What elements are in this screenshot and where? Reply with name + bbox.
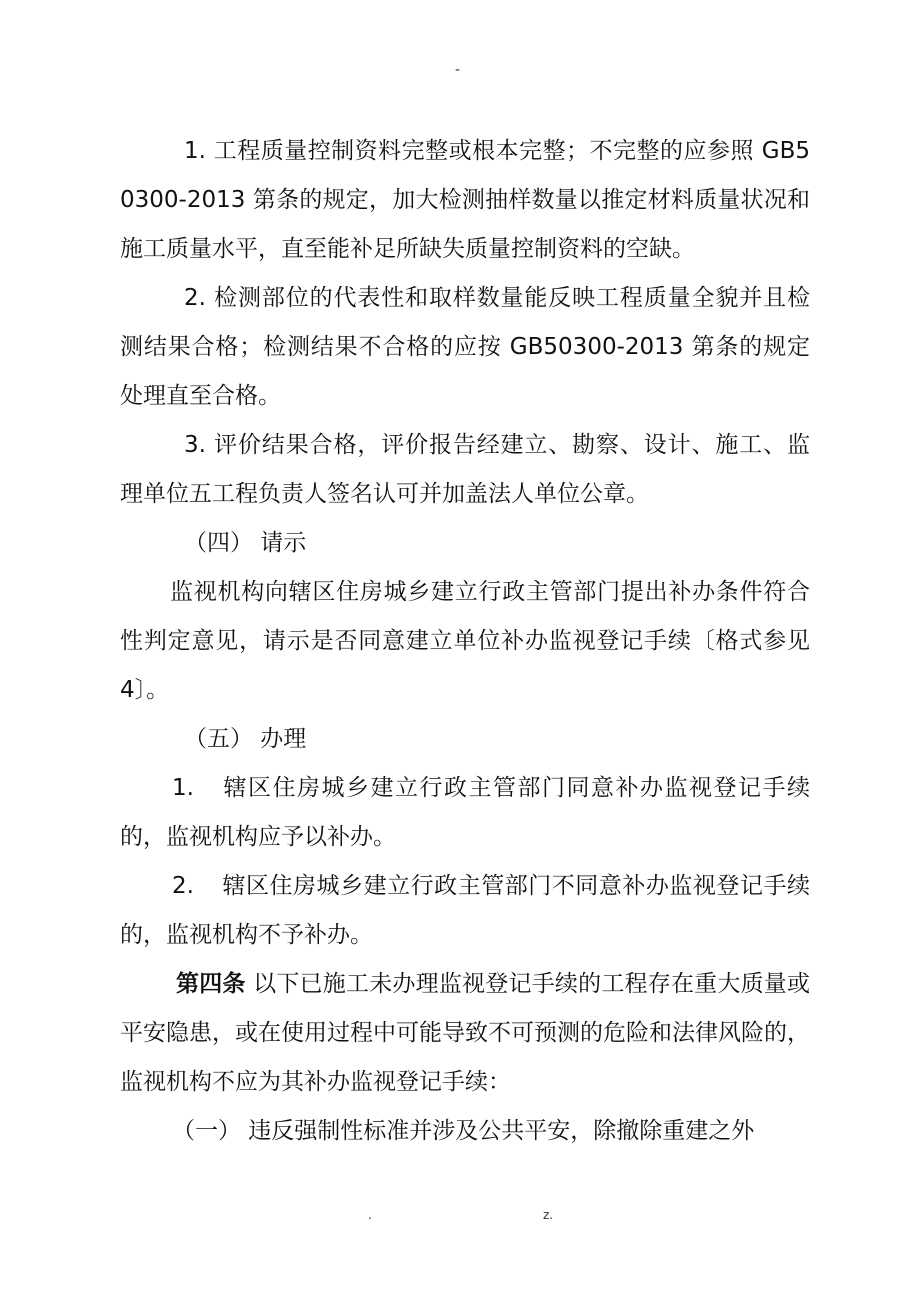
paragraph-text: 辖区住房城乡建立行政主管部门同意补办监视登记手续的，监视机构应予以补办。: [120, 775, 810, 850]
article-item-one: （一） 违反强制性标准并涉及公共平安，除撤除重建之外: [172, 1118, 755, 1144]
article-four: [120, 960, 810, 1107]
paragraph-handle-reject: [120, 862, 810, 960]
article-text: 以下已施工未办理监视登记手续的工程存在重大质量或平安隐患，或在使用过程中可能导致不可预测的危险和法律风险的，监视机构不应为其补办监视登记手续：: [120, 971, 811, 1095]
article-label: 第四条: [176, 971, 246, 997]
section-heading-request: （四） 请示: [184, 530, 307, 556]
paragraph-evaluation-result: 3. 评价结果合格，评价报告经建立、勘察、设计、施工、监理单位五工程负责人签名认可并加盖法人单位公章。: [120, 432, 810, 507]
document-body: [120, 127, 810, 1156]
section-heading-handle: （五） 办理: [184, 726, 307, 752]
header-mark: -: [455, 62, 461, 78]
footer-right-mark: z.: [543, 1208, 554, 1222]
paragraph-handle-approve: [120, 764, 810, 862]
paragraph-request: 监视机构向辖区住房城乡建立行政主管部门提出补办条件符合性判定意见，请示是否同意建立单位补办监视登记手续〔格式参见 4〕。: [120, 579, 810, 703]
paragraph-number: 1.: [172, 775, 194, 801]
paragraph-number: 2.: [172, 873, 194, 899]
paragraph-quality-data: 1. 工程质量控制资料完整或根本完整；不完整的应参照 GB50300-2013 第条的规定，加大检测抽样数量以推定材料质量状况和施工质量水平，直至能补足所缺失质量控制资料的空缺。: [120, 138, 810, 262]
paragraph-text: 辖区住房城乡建立行政主管部门不同意补办监视登记手续的，监视机构不予补办。: [120, 873, 810, 948]
paragraph-inspection-sampling: 2. 检测部位的代表性和取样数量能反映工程质量全貌并且检测结果合格；检测结果不合格的应按 GB50300-2013 第条的规定处理直至合格。: [120, 285, 810, 409]
footer-left-mark: .: [368, 1208, 372, 1222]
